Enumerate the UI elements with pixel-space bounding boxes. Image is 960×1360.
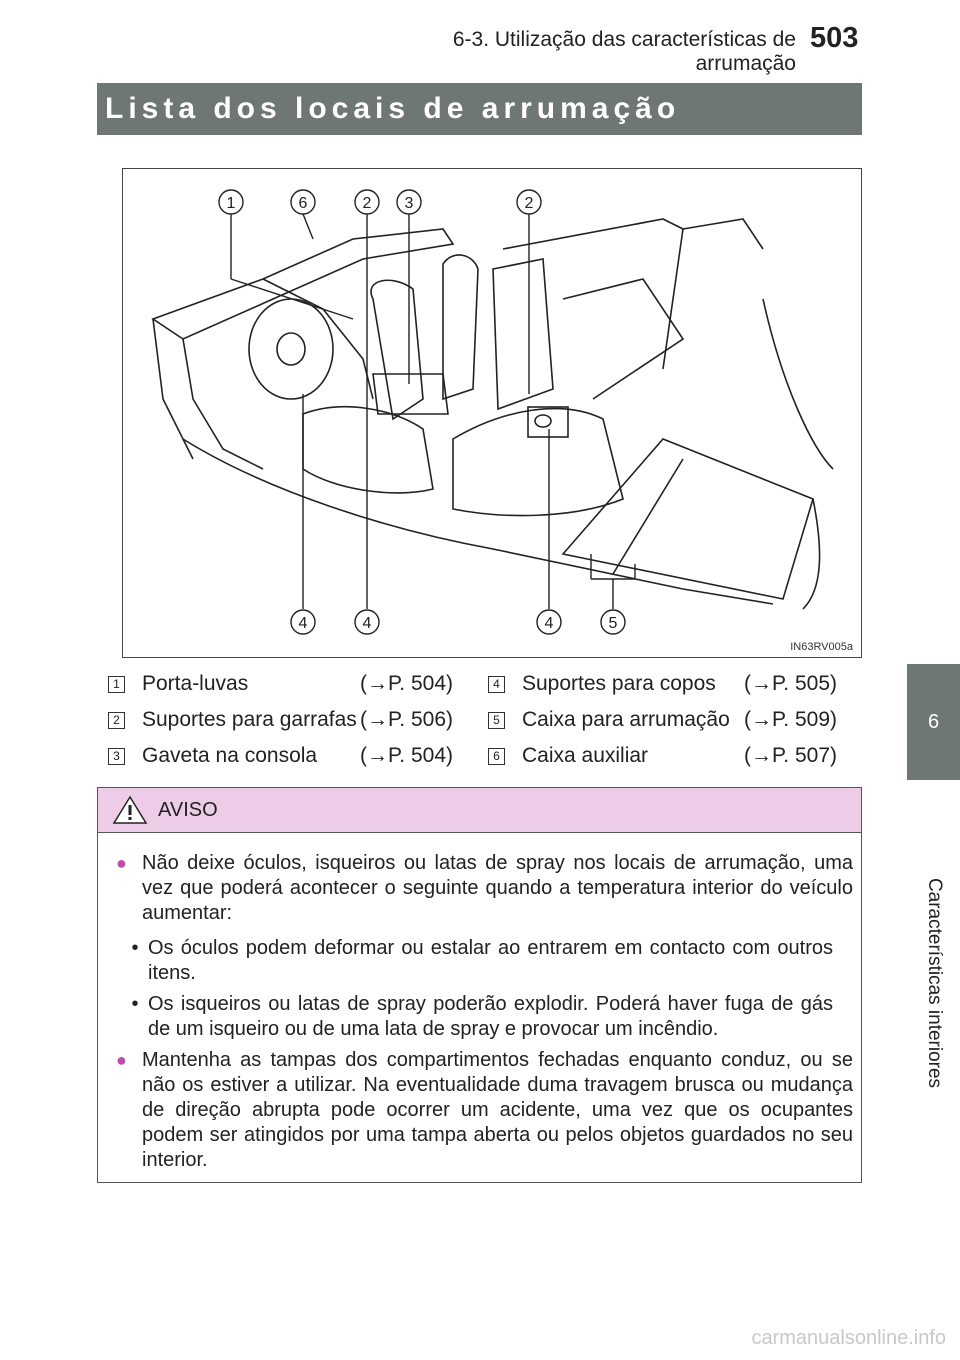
legend-label: Caixa auxiliar [522,744,649,767]
callout-5: 5 [608,615,618,632]
chapter-tab[interactable]: 6 [907,664,960,780]
warning-sub-list [122,936,839,1042]
figure-code: IN63RV005a [790,641,853,653]
interior-line-drawing [123,169,863,659]
legend-label: Caixa para arrumação [522,708,730,731]
page-number: 503 [810,22,859,54]
warning-bullet-text: Mantenha as tampas dos compartimentos fechadas enquanto conduz, ou se não os estiver a utilizar. Na eventualidade duma travagem brusca ou mudança de direção abrupta pode ocorrer um acidente, uma vez que os ocupantes podem ser atingidos por uma tampa aberta ou pelos objetos guardados no seu interior. [142,1049,853,1171]
legend-number: 1 [108,676,125,693]
legend-label: Porta-luvas [142,672,249,695]
sub-bullet-icon: • [131,993,139,1015]
warning-title: AVISO [158,798,218,821]
watermark: carmanualsonline.info [751,1327,946,1349]
page-reference-link[interactable]: (→P. 504) [360,672,453,695]
section-heading: 6-3. Utilização das características de arrumação [452,28,796,75]
warning-box [97,787,862,1183]
legend-number: 2 [108,712,125,729]
legend-item [488,704,837,736]
page-reference-link[interactable]: (→P. 507) [744,744,837,767]
warning-header [98,788,861,833]
legend-item [108,740,453,772]
callout-4: 4 [544,615,554,632]
page-reference-link[interactable]: (→P. 505) [744,672,837,695]
chapter-label: Características interiores [924,877,945,1089]
legend-item [488,740,837,772]
legend-label: Suportes para copos [522,672,716,695]
legend-number: 3 [108,748,125,765]
warning-sub-text: Os isqueiros ou latas de spray poderão explodir. Poderá haver fuga de gás de um isqueiro ou de uma lata de spray e provocar um incêndio. [148,993,833,1040]
legend-label: Suportes para garrafas [142,708,357,731]
warning-sub-item [122,992,839,1042]
callout-4: 4 [362,615,372,632]
warning-bullet-text: Não deixe óculos, isqueiros ou latas de spray nos locais de arrumação, uma vez que poderá acontecer o seguinte quando a temperatura interior do veículo aumentar: [142,852,853,924]
warning-bullet [116,851,853,926]
page-reference-link[interactable]: (→P. 506) [360,708,453,731]
callout-4: 4 [298,615,308,632]
page-title: Lista dos locais de arrumação [105,92,681,125]
sub-bullet-icon: • [131,937,139,959]
warning-sub-item [122,936,839,986]
warning-sub-text: Os óculos podem deformar ou estalar ao entrarem em contacto com outros itens. [148,937,833,984]
legend-number: 4 [488,676,505,693]
bullet-dot-icon: ● [116,1050,127,1070]
legend-number: 5 [488,712,505,729]
callout-1: 1 [226,195,236,212]
legend-item [108,668,453,700]
warning-body [98,833,861,1173]
warning-bullet [116,1048,853,1173]
page-reference-link[interactable]: (→P. 504) [360,744,453,767]
legend-item [488,668,837,700]
page-title-bar [97,83,862,135]
legend-label: Gaveta na consola [142,744,318,767]
page-reference-link[interactable]: (→P. 509) [744,708,837,731]
callout-2: 2 [524,195,534,212]
callout-2: 2 [362,195,372,212]
callout-3: 3 [404,195,414,212]
legend-item [108,704,453,736]
legend-number: 6 [488,748,505,765]
bullet-dot-icon: ● [116,853,127,873]
vehicle-interior-illustration [122,168,862,658]
callout-6: 6 [298,195,308,212]
warning-triangle-icon [112,795,148,825]
